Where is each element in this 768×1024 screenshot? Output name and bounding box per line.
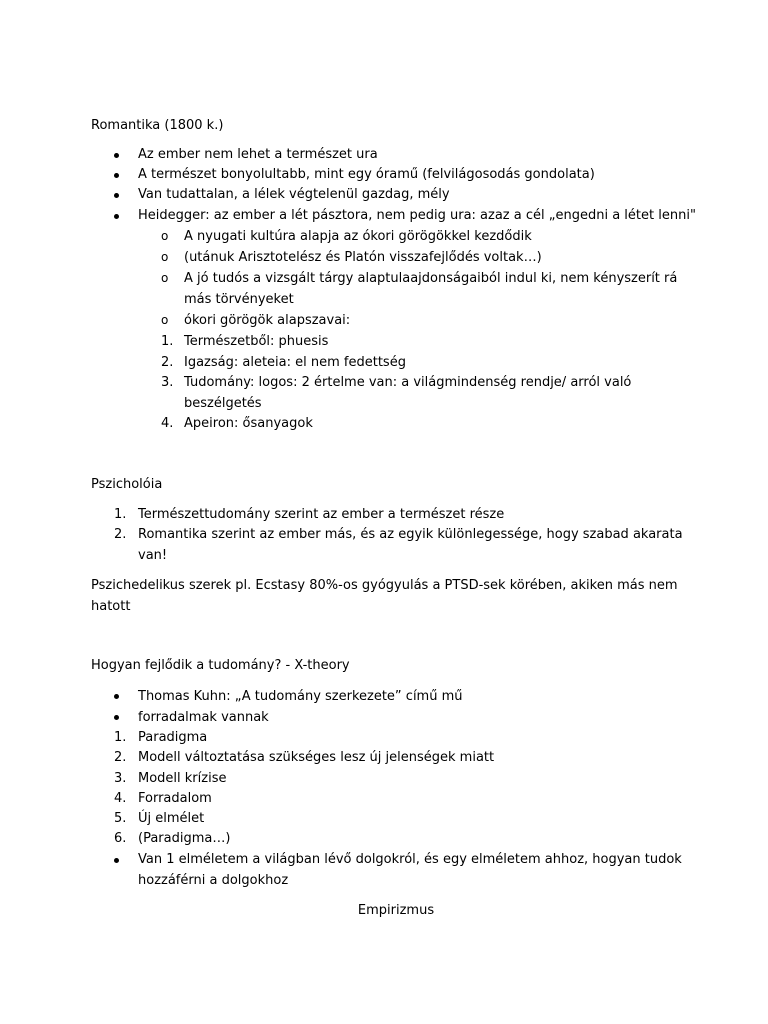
list-number: 2.	[114, 527, 127, 542]
list-number: 4.	[161, 416, 174, 431]
numbered-item: Természettudomány szerint az ember a természet része	[138, 507, 505, 522]
list-number: 1.	[114, 507, 127, 522]
list-item-continuation: hozzáférni a dolgokhoz	[138, 873, 289, 888]
numbered-item-continuation: van!	[138, 548, 168, 563]
circle-bullet-icon: o	[161, 271, 169, 285]
numbered-item: Új elmélet	[138, 811, 205, 826]
bullet-icon	[114, 694, 119, 699]
numbered-item: Tudomány: logos: 2 értelme van: a világmindenség rendje/ arról való	[184, 375, 632, 390]
bullet-icon	[114, 715, 119, 720]
circle-bullet-icon: o	[161, 313, 169, 327]
numbered-item: Apeiron: ősanyagok	[184, 416, 313, 431]
bullet-icon	[114, 858, 119, 863]
tudomany-heading: Hogyan fejlődik a tudomány? - X-theory	[91, 658, 350, 673]
sub-list-item: A jó tudós a vizsgált tárgy alaptulaajdonságaiból indul ki, nem kényszerít rá	[184, 271, 678, 286]
list-number: 3.	[161, 375, 174, 390]
numbered-item-continuation: beszélgetés	[184, 396, 262, 411]
paragraph-line: Pszichedelikus szerek pl. Ecstasy 80%-os gyógyulás a PTSD-sek körében, akiken más nem	[91, 578, 678, 593]
list-number: 6.	[114, 831, 127, 846]
numbered-item: Forradalom	[138, 791, 212, 806]
list-item: A természet bonyolultabb, mint egy óramű (felvilágosodás gondolata)	[138, 167, 595, 182]
numbered-item: (Paradigma…)	[138, 831, 231, 846]
centered-title: Empirizmus	[357, 903, 435, 918]
list-item: Van tudattalan, a lélek végtelenül gazdag, mély	[138, 187, 450, 202]
list-number: 2.	[114, 750, 127, 765]
numbered-item: Igazság: aleteia: el nem fedettség	[184, 355, 406, 370]
list-item: Thomas Kuhn: „A tudomány szerkezete” című mű	[138, 689, 463, 704]
list-number: 3.	[114, 771, 127, 786]
list-number: 2.	[161, 355, 174, 370]
bullet-icon	[114, 193, 119, 198]
list-item: forradalmak vannak	[138, 710, 269, 725]
numbered-item: Romantika szerint az ember más, és az egyik különlegessége, hogy szabad akarata	[138, 527, 683, 542]
list-number: 5.	[114, 811, 127, 826]
list-item: Az ember nem lehet a természet ura	[138, 147, 378, 162]
romantika-heading: Romantika (1800 k.)	[91, 118, 224, 133]
sub-list-item: (utánuk Arisztotelész és Platón visszafejlődés voltak…)	[184, 250, 542, 265]
list-number: 1.	[114, 730, 127, 745]
bullet-icon	[114, 173, 119, 178]
paragraph-line: hatott	[91, 599, 131, 614]
bullet-icon	[114, 214, 119, 219]
list-number: 4.	[114, 791, 127, 806]
sub-list-item-continuation: más törvényeket	[184, 292, 294, 307]
numbered-item: Paradigma	[138, 730, 208, 745]
numbered-item: Modell változtatása szükséges lesz új jelenségek miatt	[138, 750, 495, 765]
list-item: Van 1 elméletem a világban lévő dolgokról, és egy elméletem ahhoz, hogyan tudok	[138, 852, 682, 867]
pszicholoia-heading: Pszicholóia	[91, 477, 163, 492]
circle-bullet-icon: o	[161, 229, 169, 243]
list-number: 1.	[161, 334, 174, 349]
sub-list-item: A nyugati kultúra alapja az ókori görögökkel kezdődik	[184, 229, 532, 244]
bullet-icon	[114, 153, 119, 158]
numbered-item: Modell krízise	[138, 771, 227, 786]
list-item: Heidegger: az ember a lét pásztora, nem pedig ura: azaz a cél „engedni a létet lenni"	[138, 208, 696, 223]
circle-bullet-icon: o	[161, 250, 169, 264]
sub-list-item: ókori görögök alapszavai:	[184, 313, 351, 328]
numbered-item: Természetből: phuesis	[184, 334, 329, 349]
